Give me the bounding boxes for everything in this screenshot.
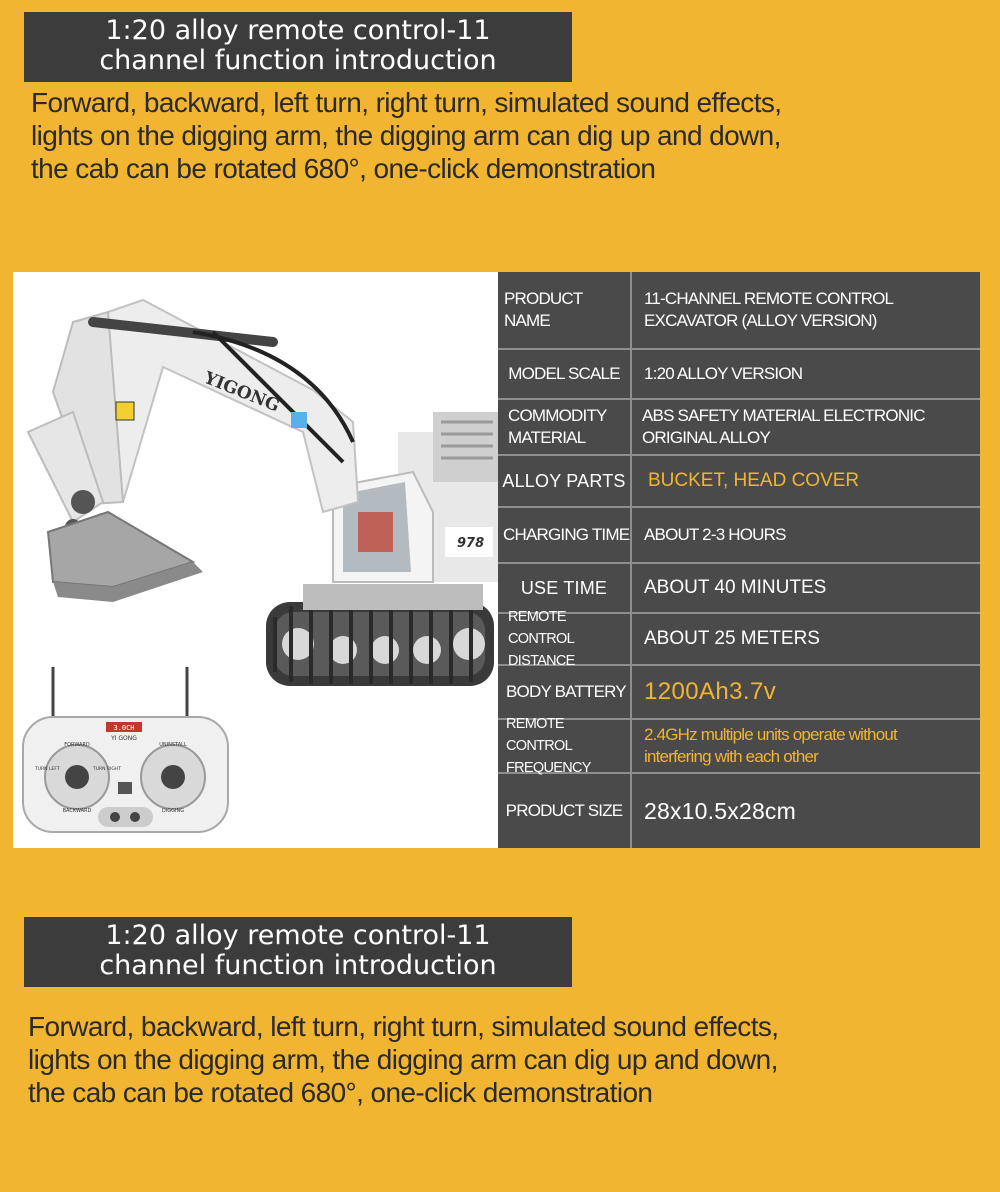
remote-control [23,667,228,832]
product-image [13,272,498,848]
spec-value: ABOUT 25 METERS [644,628,820,649]
spec-label: PRODUCT SIZE [498,774,632,848]
brand-text: YIGONG [201,368,283,417]
remote-label-uninstall: UNINSTALL [159,742,187,748]
spec-label-line: REMOTE CONTROL [508,609,574,647]
description-line: lights on the digging arm, the digging arm can dig up and down, [28,1044,778,1075]
spec-value: 1200Ah3.7v [644,678,777,705]
remote-label-digging: DIGGING [161,808,185,814]
spec-value-line: EXCAVATOR (ALLOY VERSION) [644,311,877,330]
remote-label-backward: BACKWARD [62,808,92,814]
spec-row-frequency [498,716,980,776]
section-description-bottom [28,1010,778,1109]
description-line: Forward, backward, left turn, right turn, simulated sound effects, [31,87,782,118]
spec-label: ALLOY PARTS [498,456,632,506]
spec-label: USE TIME [498,564,632,612]
spec-value: 28x10.5x28cm [644,798,796,824]
spec-row-product-name [498,272,980,350]
undercarriage [303,584,483,610]
spec-label-line: FREQUENCY [506,760,591,776]
spec-label [498,716,632,776]
spec-row-model-scale [498,350,980,400]
spec-label: PRODUCT NAME [498,272,632,348]
spec-label: MODEL SCALE [498,350,632,398]
spec-row-alloy-parts [498,456,980,508]
spec-value-line: ORIGINAL ALLOY [642,428,771,447]
section-title-top [24,12,572,82]
spec-value [632,720,980,772]
section-title-bottom [24,917,572,987]
remote-label-turn-left: TURN LEFT [35,767,60,772]
spec-label-line: REMOTE CONTROL [506,716,572,754]
spec-table [498,272,980,848]
excavator-tracks [266,602,494,686]
spec-row-distance [498,609,980,669]
description-line: Forward, backward, left turn, right turn, simulated sound effects, [28,1011,779,1042]
model-number: 978 [457,536,485,551]
description-line: the cab can be rotated 680°, one-click demonstration [31,153,656,184]
spec-row-material [498,400,980,456]
spec-label: CHARGING TIME [498,508,632,562]
title-line: channel function introduction [99,45,497,76]
spec-value-line: 11-CHANNEL REMOTE CONTROL [644,289,894,308]
spec-label [498,609,632,669]
spec-label [498,400,632,454]
spec-value [632,400,980,454]
remote-brand: YI GONG [111,735,137,742]
spec-value [632,272,980,348]
spec-value: ABOUT 40 MINUTES [644,577,827,598]
remote-display: 3.0CH [113,724,135,732]
spec-label-line: MATERIAL [508,428,586,447]
description-line: lights on the digging arm, the digging arm can dig up and down, [31,120,781,151]
section-description-top [31,86,781,185]
spec-value-line: interfering with each other [644,747,819,766]
description-line: the cab can be rotated 680°, one-click demonstration [28,1077,653,1108]
excavator-boom [53,300,358,512]
spec-row-charging-time [498,508,980,564]
spec-value: ABOUT 2-3 HOURS [644,525,786,544]
spec-value: 1:20 ALLOY VERSION [644,364,803,383]
excavator-illustration [13,272,498,848]
spec-value: BUCKET, HEAD COVER [648,470,860,491]
remote-label-turn-right: TURN RIGHT [93,767,122,772]
spec-label-line: COMMODITY [508,406,607,425]
title-line: channel function introduction [99,950,497,981]
title-line: 1:20 alloy remote control-11 [105,920,491,951]
spec-row-product-size [498,774,980,848]
spec-label-line: DISTANCE [508,653,575,669]
spec-label: BODY BATTERY [498,666,632,718]
remote-label-forward: FORWARD [64,742,90,748]
spec-value-line: 2.4GHz multiple units operate without [644,725,897,744]
title-line: 1:20 alloy remote control-11 [105,15,491,46]
spec-value-line: ABS SAFETY MATERIAL ELECTRONIC [642,406,925,425]
spec-row-body-battery [498,666,980,720]
